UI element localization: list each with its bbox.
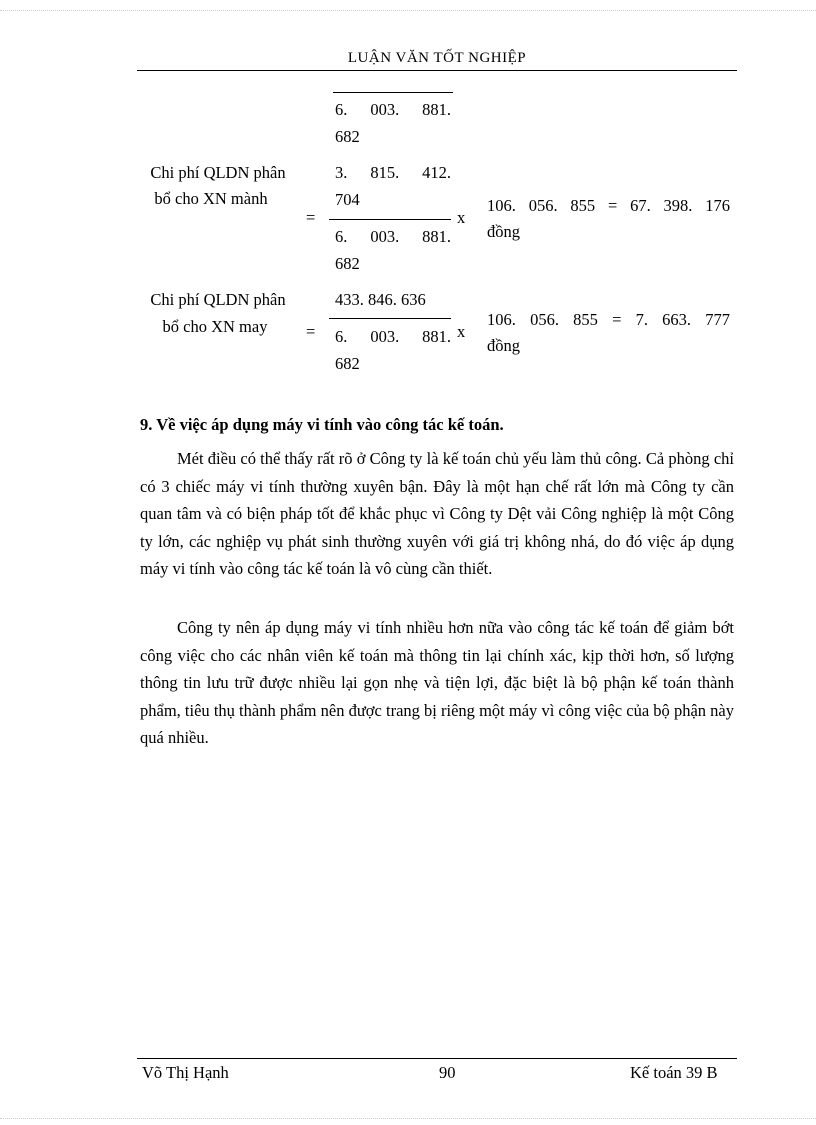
fraction-bar xyxy=(329,219,451,220)
header-divider xyxy=(137,70,737,71)
equals-sign: = xyxy=(306,322,316,341)
footer-divider xyxy=(137,1058,737,1059)
footer-author: Võ Thị Hạnh xyxy=(142,1063,229,1082)
footer-class-name: Kế toán 39 B xyxy=(630,1063,718,1082)
calc-result xyxy=(487,196,730,242)
numerator-line-2: 704 xyxy=(335,190,360,209)
numerator-line-1: 3. 815. 412. xyxy=(335,163,451,182)
fraction-bar xyxy=(333,92,453,93)
result-line-1: 106. 056. 855 = 67. 398. 176 xyxy=(487,196,730,215)
footer-page-number: 90 xyxy=(439,1063,456,1082)
page-frame-bottom xyxy=(0,1118,816,1125)
page-header-title: LUẬN VĂN TỐT NGHIỆP xyxy=(347,50,527,66)
numerator-line-1: 433. 846. 636 xyxy=(335,290,426,309)
denominator-line-1: 6. 003. 881. xyxy=(335,227,451,246)
calc-result xyxy=(487,310,730,356)
page-frame-top xyxy=(0,10,816,17)
calc-label-line-2: bổ cho XN may xyxy=(162,317,268,336)
result-line-2: đồng xyxy=(487,336,520,355)
calc-label-line-2: bổ cho XN mành xyxy=(154,189,268,208)
calc-label-line-1: Chi phí QLDN phân xyxy=(150,163,286,182)
multiply-sign: x xyxy=(457,322,466,341)
fraction-bar xyxy=(329,318,451,319)
result-line-1: 106. 056. 855 = 7. 663. 777 xyxy=(487,310,730,329)
multiply-sign: x xyxy=(457,208,466,227)
body-paragraph: Công ty nên áp dụng máy vi tính nhiều hơn nữa vào công tác kế toán để giảm bớt công việc cho các nhân viên kế toán mà thông tin lại chính xác, kịp thời hơn, số lượng thông tin lưu trữ được nhiều lại gọn nhẹ và tiện lợi, đặc biệt là bộ phận kế toán thành phẩm, tiêu thụ thành phẩm nên được trang bị riêng một máy vì công việc của bộ phận này quá nhiều. xyxy=(140,618,734,747)
denominator-line-1: 6. 003. 881. xyxy=(335,100,451,119)
equals-sign: = xyxy=(306,208,316,227)
denominator-line-2: 682 xyxy=(335,254,360,273)
section-heading: 9. Về việc áp dụng máy vi tính vào công tác kế toán. xyxy=(140,415,504,434)
denominator-line-1: 6. 003. 881. xyxy=(335,327,451,346)
calc-label-line-1: Chi phí QLDN phân xyxy=(150,290,286,309)
result-line-2: đồng xyxy=(487,222,520,241)
denominator-line-2: 682 xyxy=(335,354,360,373)
body-paragraph: Mét điều có thể thấy rất rõ ở Công ty là kế toán chủ yếu làm thủ công. Cả phòng chỉ có 3 chiếc máy vi tính thường xuyên bận. Đây là một hạn chế rất lớn mà Công ty cần quan tâm và có biện pháp tốt để khắc phục vì Công ty Dệt vải Công nghiệp là một Công ty lớn, các nghiệp vụ phát sinh thường xuyên với giá trị không nhá, do đó việc áp dụng máy vi tính vào công tác kế toán là vô cùng cần thiết. xyxy=(140,449,734,578)
denominator-line-2: 682 xyxy=(335,127,360,146)
